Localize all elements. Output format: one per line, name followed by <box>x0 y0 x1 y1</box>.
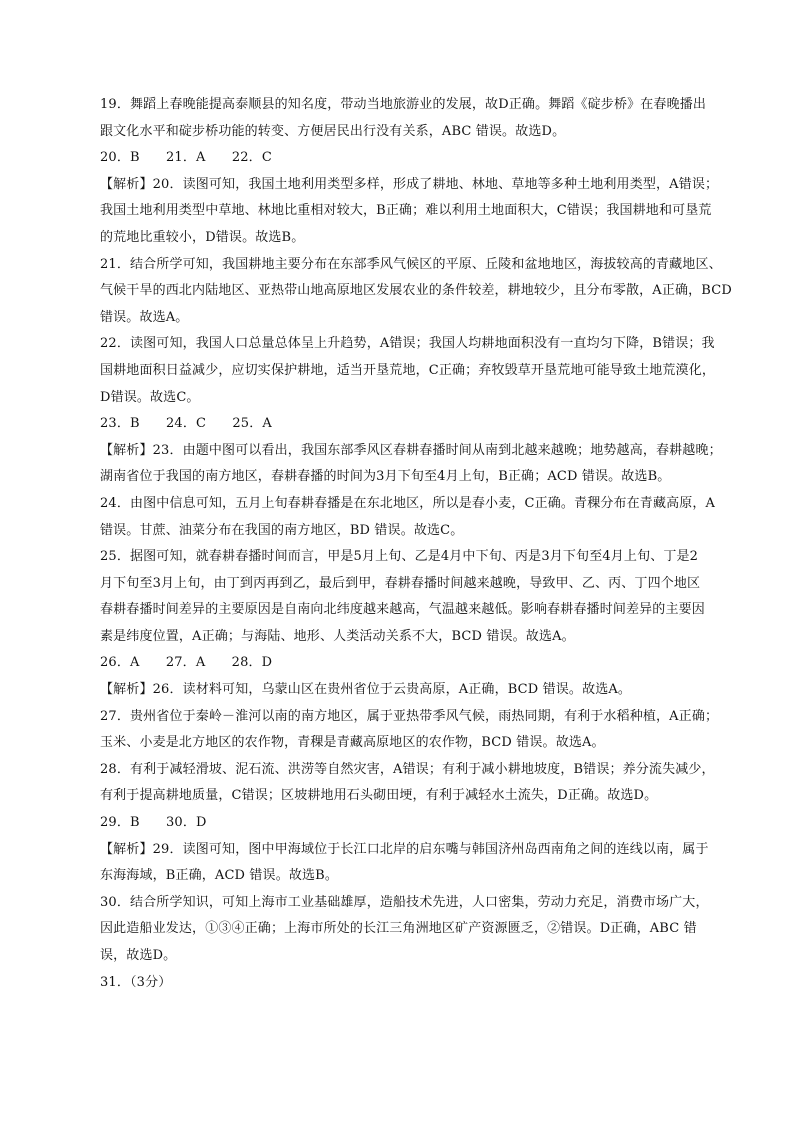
text-line-29: 【解析】29．读图可知，图中甲海域位于长江口北岸的启东嘴与韩国济州岛西南角之间的连线以南，属于 <box>100 841 709 857</box>
text-line-8: 气候干旱的西北内陆地区、亚热带山地高原地区发展农业的条件较差，耕地较少，且分布零散，A正确，BCD <box>100 283 732 299</box>
text-line-16: 24．由图中信息可知，五月上旬春耕春播是在东北地区，所以是春小麦，C正确。青稞分布在青藏高原，A <box>100 495 716 511</box>
text-line-24: 27．贵州省位于秦岭－淮河以南的南方地区，属于亚热带季风气候，雨热同期，有利于水稻种植，A正确； <box>100 708 719 724</box>
text-line-23: 【解析】26．读材料可知，乌蒙山区在贵州省位于云贵高原，A正确，BCD 错误。故选A。 <box>100 682 632 698</box>
text-line-6: 的荒地比重较小，D错误。故选B。 <box>100 229 305 245</box>
text-line-19: 月下旬至3月上旬，由丁到丙再到乙，最后到甲，春耕春播时间越来越晚，导致甲、乙、丙、丁四个地区 <box>100 575 701 591</box>
text-line-25: 玉米、小麦是北方地区的农作物，青稞是青藏高原地区的农作物，BCD 错误。故选A。 <box>100 735 605 751</box>
text-line-17: 错误。甘蔗、油菜分布在我国的南方地区，BD 错误。故选C。 <box>100 522 464 538</box>
text-line-22: 26．A 27．A 28．D <box>100 655 273 671</box>
text-line-13: 23．B 24．C 25．A <box>100 416 272 432</box>
text-line-7: 21．结合所学可知，我国耕地主要分布在东部季风气候区的平原、丘陵和盆地地区，海拔较高的青藏地区、 <box>100 256 722 272</box>
text-line-9: 错误。故选A。 <box>100 309 189 325</box>
text-line-2: 跟文化水平和碇步桥功能的转变、方便居民出行没有关系，ABC 错误。故选D。 <box>100 123 566 139</box>
text-line-1: 19．舞蹈上春晚能提高泰顺县的知名度，带动当地旅游业的发展，故D正确。舞蹈《碇步桥》在春晚播出 <box>100 97 707 112</box>
text-line-15: 湖南省位于我国的南方地区，春耕春播的时间为3月下旬至4月上旬，B正确；ACD 错误。故选B。 <box>100 469 671 485</box>
text-line-32: 因此造船业发达，①③④正确；上海市所处的长江三角洲地区矿产资源匮乏，②错误。D正确，ABC 错 <box>100 921 697 937</box>
answer-document <box>100 92 732 996</box>
text-line-5: 我国土地利用类型中草地、林地比重相对较大，B正确；难以利用土地面积大，C错误；我国耕地和可垦荒 <box>100 203 712 219</box>
text-line-26: 28．有利于减轻滑坡、泥石流、洪涝等自然灾害，A错误；有利于减小耕地坡度，B错误；养分流失减少， <box>100 761 715 777</box>
text-line-11: 国耕地面积日益减少，应切实保护耕地，适当开垦荒地，C正确；弃牧毁草开垦荒地可能导致土地荒漠化， <box>100 362 715 378</box>
text-line-14: 【解析】23．由题中图可以看出，我国东部季风区春耕春播时间从南到北越来越晚；地势越高，春耕越晚； <box>100 442 722 458</box>
text-line-30: 东海海域，B正确，ACD 错误。故选B。 <box>100 868 338 884</box>
text-line-4: 【解析】20．读图可知，我国土地利用类型多样，形成了耕地、林地、草地等多种土地利用类型，A错误； <box>100 176 719 192</box>
text-line-3: 20．B 21．A 22．C <box>100 150 272 166</box>
text-line-31: 30．结合所学知识，可知上海市工业基础雄厚，造船技术先进，人口密集，劳动力充足，消费市场广大， <box>100 894 709 910</box>
text-line-21: 素是纬度位置，A正确；与海陆、地形、人类活动关系不大，BCD 错误。故选A。 <box>100 628 575 644</box>
text-line-34: 31．（3分） <box>100 974 172 990</box>
text-line-10: 22．读图可知，我国人口总量总体呈上升趋势，A错误；我国人均耕地面积没有一直均匀下降，B错误；我 <box>100 336 715 352</box>
text-line-28: 29．B 30．D <box>100 815 207 831</box>
text-line-27: 有利于提高耕地质量，C错误；区坡耕地用石头砌田埂，有利于减轻水土流失，D正确。故选D。 <box>100 788 658 804</box>
text-line-20: 春耕春播时间差异的主要原因是自南向北纬度越来越高，气温越来越低。影响春耕春播时间差异的主要因 <box>100 602 705 618</box>
text-line-12: D错误。故选C。 <box>100 389 200 405</box>
text-line-33: 误，故选D。 <box>100 948 177 963</box>
text-line-18: 25．据图可知，就春耕春播时间而言，甲是5月上旬、乙是4月中下旬、丙是3月下旬至4月上旬、丁是2 <box>100 549 699 565</box>
